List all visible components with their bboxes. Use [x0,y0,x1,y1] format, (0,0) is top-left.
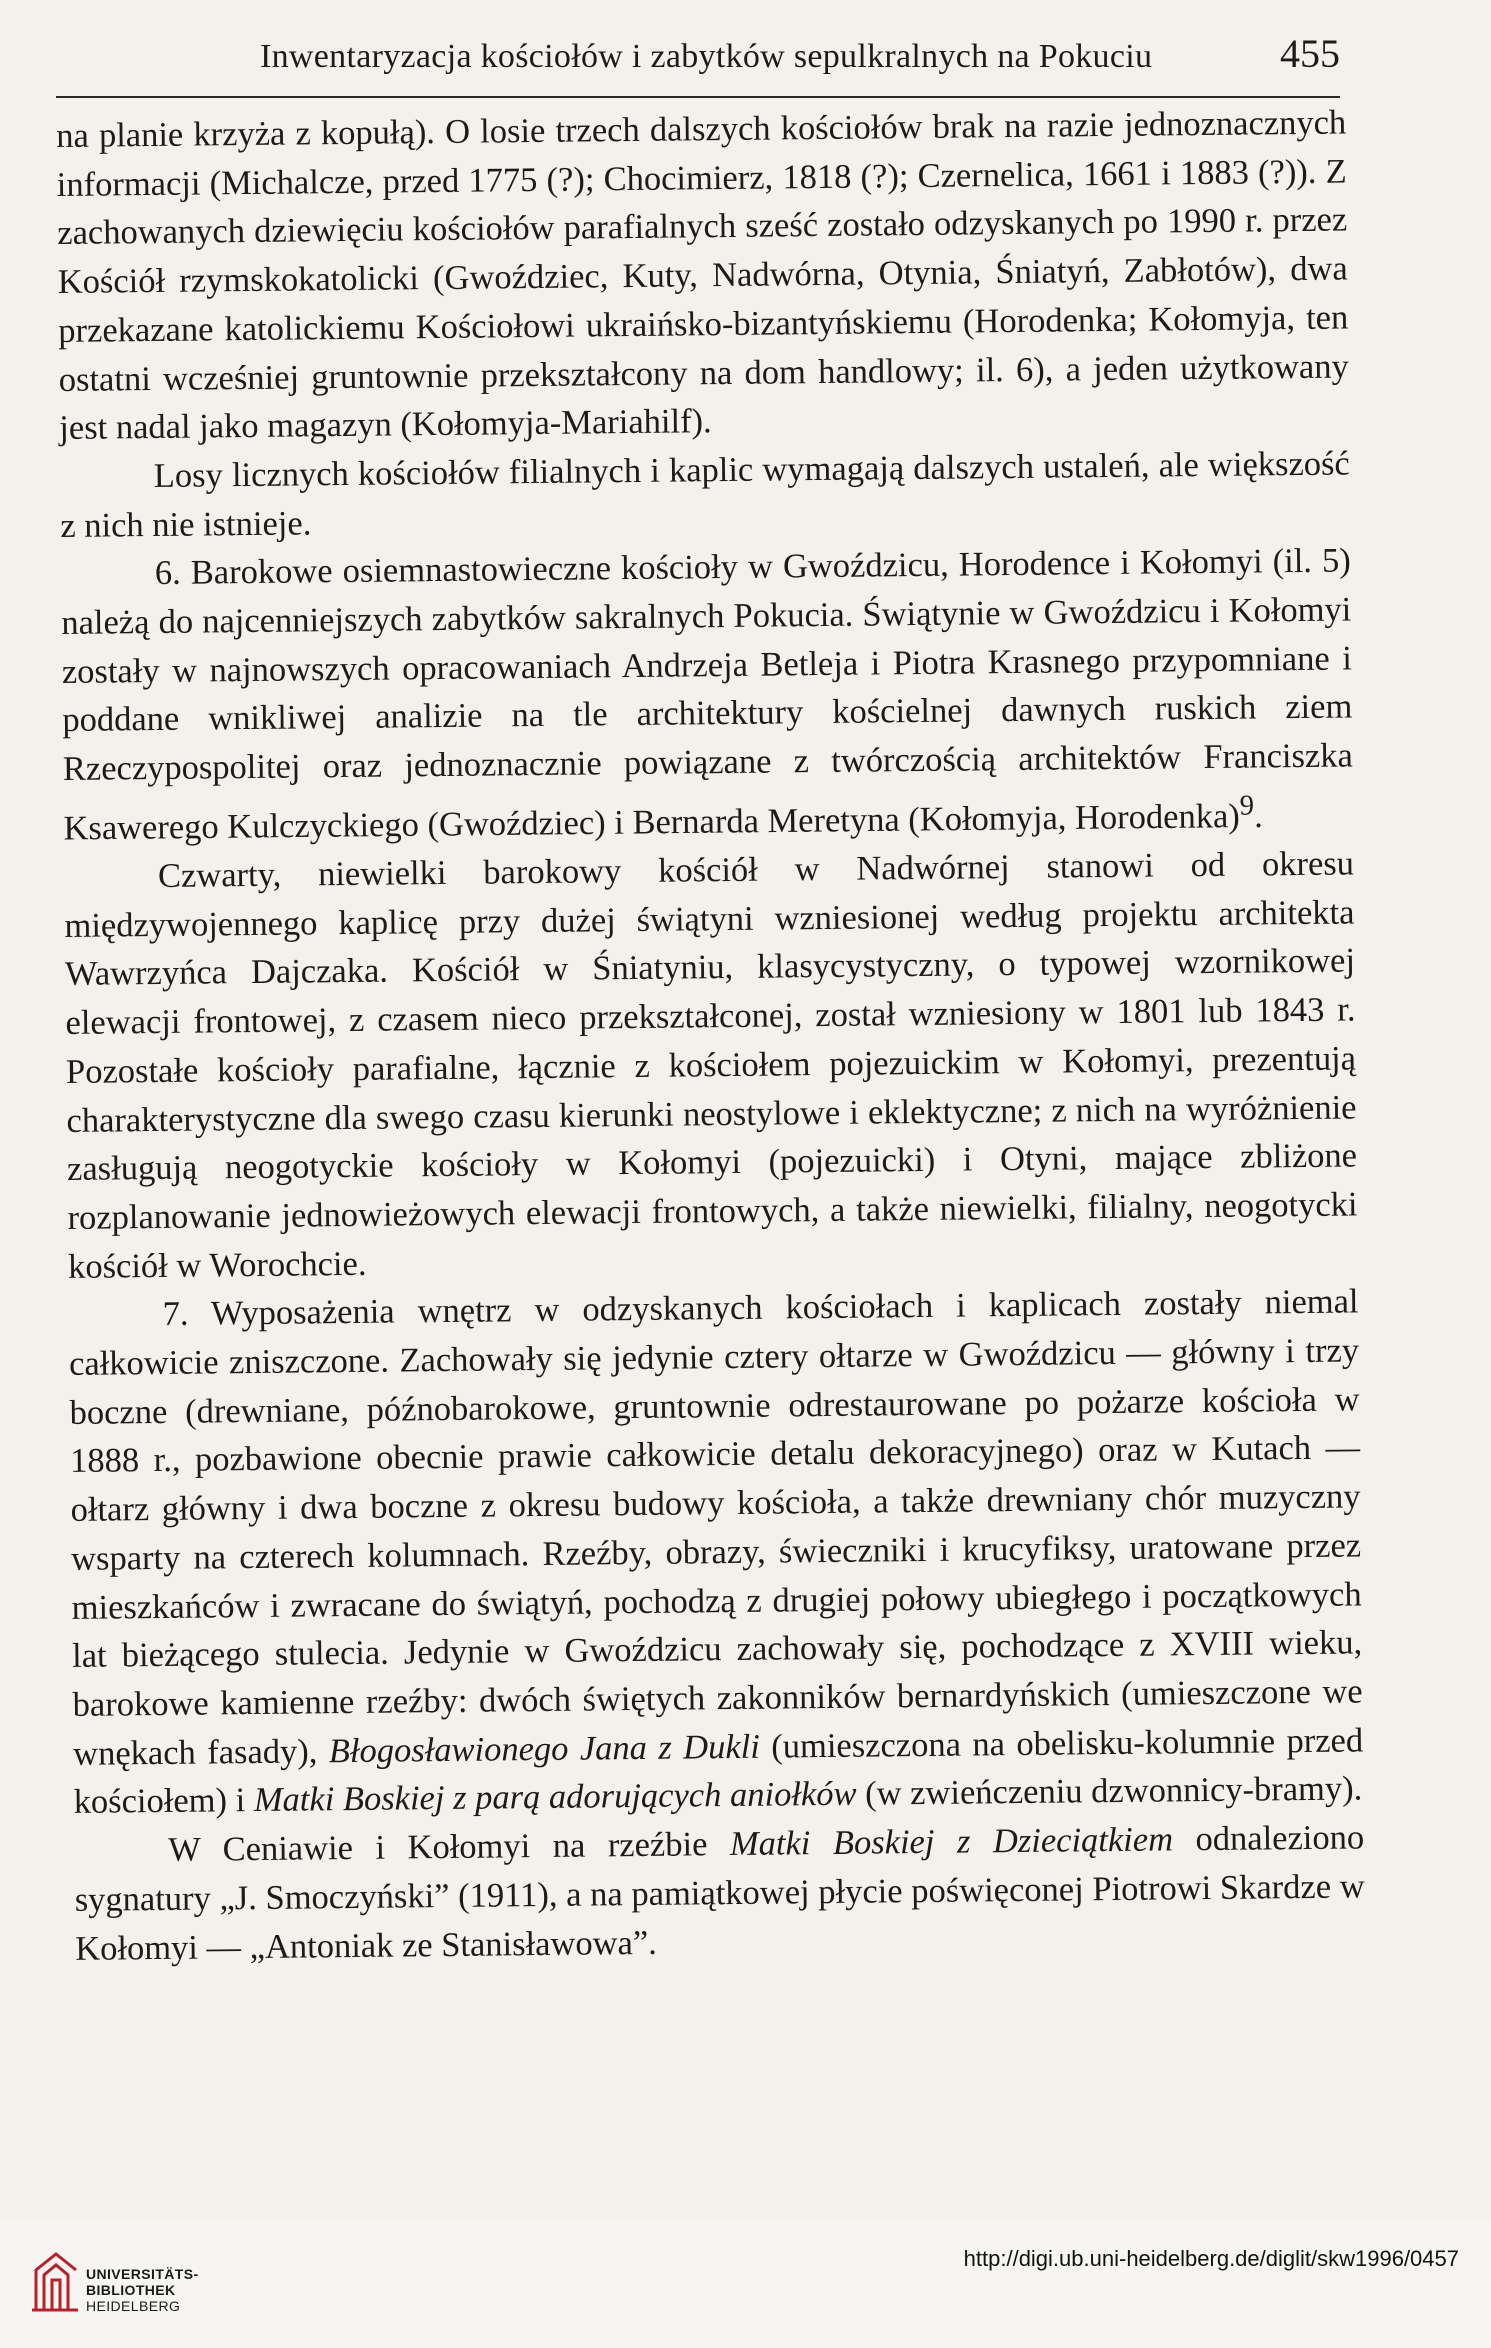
library-logo-icon [30,2248,80,2314]
digitization-footer [0,2220,1491,2348]
library-name-line-3: HEIDELBERG [86,2298,181,2314]
paragraph-3-end: . [1253,796,1263,835]
running-title: Inwentaryzacja kościołów i zabytków sepulkralnych na Pokuciu [260,38,1153,75]
page-number: 455 [1280,31,1340,76]
paragraph-4: Czwarty, niewielki barokowy kościół w Nadwórnej stanowi od okresu międzywojennego kaplicę przy dużej świątyni wzniesionej według projektu architekta Wawrzyńca Dajczaka. Kościół w Śniatyniu, klasycystyczny, o typowej wzornikowej elewacji frontowej, z czasem nieco przekształconej, został wzniesiony w 1801 lub 1843 r. Pozostałe kościoły parafialne, łącznie z kościołem pojezuickim w Kołomyi, prezentują charakterystyczne dla swego czasu kierunki neostylowe i eklektyczne; z nich na wyróżnienie zasługują neogotyckie kościoły w Kołomyi (pojezuicki) i Otyni, mające zbliżone rozplanowanie jednowieżowych elewacji frontowych, a także niewielki, filialny, neogotycki kościół w Worochcie. [64,844,1358,1286]
library-name-line-1: UNIVERSITÄTS- [86,2266,199,2282]
paragraph-1: na planie krzyża z kopułą). O losie trzech dalszych kościołów brak na razie jednoznacznych informacji (Michalcze, przed 1775 (?); Chocimierz, 1818 (?); Czernelica, 1661 i 1883 (?)). Z zachowanych dziewięciu kościołów parafialnych sześć zostało odzyskanych po 1990 r. przez Kościół rzymskokatolicki (Gwoździec, Kuty, Nadwórna, Otynia, Śniatyń, Zabłotów), dwa przekazane katolickiemu Kościołowi ukraińsko-bizantyńskiemu (Horodenka; Kołomyja, ten ostatni wcześniej gruntownie przekształcony na dom handlowy; il. 6), a jeden użytkowany jest nadal jako magazyn (Kołomyja-Mariahilf). [56,103,1349,448]
paragraph-5 [68,1278,1364,1827]
paragraph-5-text-a: 7. Wyposażenia wnętrz w odzyskanych kościołach i kaplicach zostały niemal całkowicie zniszczone. Zachowały się jedynie cztery ołtarze w Gwoździcu — główny i trzy boczne (drewniane, późnobarokowe, gruntownie odrestaurowane po pożarze kościoła w 1888 r., pozbawione obecnie prawie całkowicie detalu dekoracyjnego) oraz w Kutach — ołtarz główny i dwa boczne z okresu budowy kościoła, a także drewniany chór muzyczny wsparty na czterech kolumnach. Rzeźby, obrazy, świeczniki i krucyfiksy, uratowane przez mieszkańców i zwracane do świątyń, pochodzą z drugiej połowy ubiegłego i początkowych lat bieżącego stulecia. Jedynie w Gwoździcu zachowały się, pochodzące z XVIII wieku, barokowe kamienne rzeźby: dwóch świętych zakonników bernardyńskich (umieszczone we wnękach fasady), [68,1282,1363,1773]
library-name [86,2266,199,2314]
paragraph-5-italic-2: Matki Boskiej z parą adorujących aniołków [253,1775,857,1820]
paragraph-3 [61,537,1354,853]
paragraph-2: Losy licznych kościołów filialnych i kaplic wymagają dalszych ustaleń, ale większość z nich nie istnieje. [60,444,1350,545]
source-url-link[interactable]: http://digi.ub.uni-heidelberg.de/diglit/skw1996/0457 [963,2246,1459,2271]
paragraph-6 [74,1814,1365,1974]
paragraph-6-text-a: W Ceniawie i Kołomyi na rzeźbie [168,1825,731,1870]
footnote-ref-9: 9 [1239,789,1255,822]
paragraph-6-text-b: odnaleziono sygnatury „J. Smoczyński” (1911), a na pamiątkowej płycie poświęconej Piotrowi Skardze w Kołomyi — „Antoniak ze Stanisławowa”. [74,1818,1365,1968]
paragraph-6-italic: Matki Boskiej z Dzieciątkiem [729,1820,1174,1864]
paragraph-5-text-c: (w zwieńczeniu dzwonnicy-bramy). [856,1769,1363,1814]
paragraph-5-italic-1: Błogosławionego Jana z Dukli [328,1727,761,1770]
paragraph-5-text-b: (umieszczona na obelisku-kolumnie przed kościołem) i [73,1721,1364,1822]
paragraph-3-text: 6. Barokowe osiemnastowieczne kościoły w Gwoździcu, Horodence i Kołomyi (il. 5) należą do najcenniejszych zabytków sakralnych Pokucia. Świątynie w Gwoździcu i Kołomyi zostały w najnowszych opracowaniach Andrzeja Betleja i Piotra Krasnego przypomniane i poddane wnikliwej analizie na tle architektury kościelnej dawnych ruskich ziem Rzeczypospolitej oraz jednoznacznie powiązane z twórczością architektów Franciszka Ksawerego Kulczyckiego (Gwoździec) i Bernarda Meretyna (Kołomyja, Horodenka) [61,541,1354,848]
body-text [56,98,1365,1973]
library-name-line-2: BIBLIOTHEK [86,2282,176,2298]
header-rule [56,96,1340,98]
